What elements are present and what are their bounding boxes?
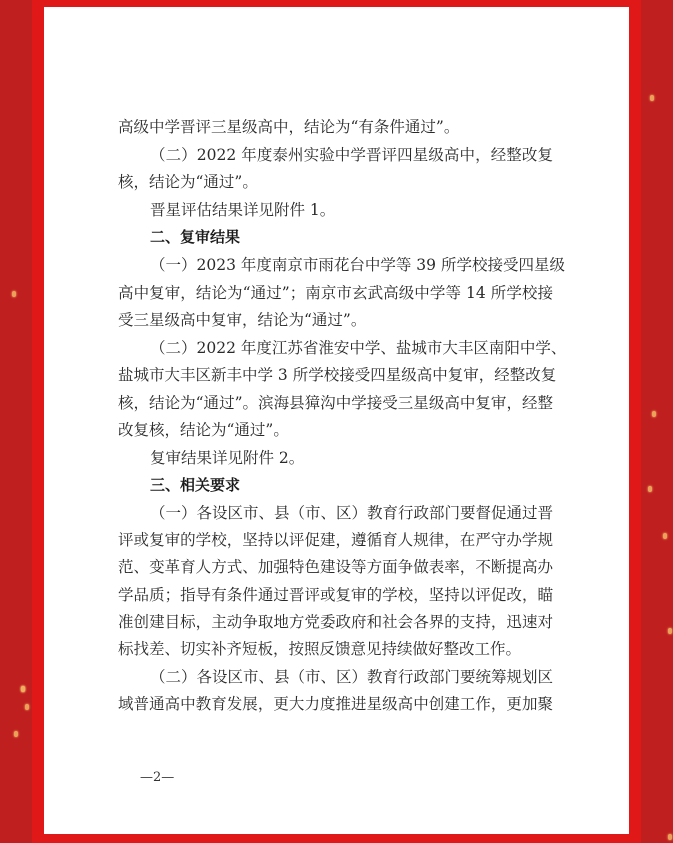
sparkle-decoration-icon (14, 731, 18, 737)
sparkle-decoration-icon (12, 291, 16, 297)
text-line: 复审结果详见附件 2。 (150, 449, 305, 467)
text-line: （一）各设区市、县（市、区）教育行政部门要督促通过晋 (150, 504, 554, 522)
section-heading: 三、相关要求 (150, 476, 241, 494)
text-line: 高中复审，结论为“通过”；南京市玄武高级中学等 14 所学校接 (118, 284, 553, 302)
text-line: 标找差、切实补齐短板，按照反馈意见持续做好整改工作。 (118, 640, 522, 658)
sparkle-decoration-icon (25, 704, 29, 710)
text-line: 域普通高中教育发展，更大力度推进星级高中创建工作，更加聚 (118, 695, 553, 713)
text-line: （一）2023 年度南京市雨花台中学等 39 所学校接受四星级 (150, 256, 565, 274)
text-line: 受三星级高中复审，结论为“通过”。 (118, 311, 367, 329)
text-line: 核，结论为“通过”。滨海县獐沟中学接受三星级高中复审，经整 (118, 394, 553, 412)
text-line: 范、变革育人方式、加强特色建设等方面争做表率，不断提高办 (118, 558, 553, 576)
text-line: （二）2022 年度泰州实验中学晋评四星级高中，经整改复 (150, 146, 553, 164)
text-line: 改复核，结论为“通过”。 (118, 421, 289, 439)
page-number: —2— (140, 770, 175, 785)
text-line: 学品质；指导有条件通过晋评或复审的学校，坚持以评促改，瞄 (118, 586, 553, 604)
text-line: （二）2022 年度江苏省淮安中学、盐城市大丰区南阳中学、 (150, 339, 567, 357)
document-page (44, 7, 629, 834)
sparkle-decoration-icon (663, 533, 667, 539)
text-line: 晋星评估结果详见附件 1。 (150, 201, 336, 219)
sparkle-decoration-icon (652, 411, 656, 417)
sparkle-decoration-icon (650, 95, 654, 101)
text-line: 评或复审的学校，坚持以评促建，遵循育人规律，在严守办学规 (118, 531, 553, 549)
text-line: 核，结论为“通过”。 (118, 173, 258, 191)
text-line: （二）各设区市、县（市、区）教育行政部门要统筹规划区 (150, 668, 554, 686)
sparkle-decoration-icon (668, 628, 672, 634)
sparkle-decoration-icon (668, 834, 672, 840)
text-line: 盐城市大丰区新丰中学 3 所学校接受四星级高中复审，经整改复 (118, 366, 557, 384)
sparkle-decoration-icon (21, 686, 25, 692)
section-heading: 二、复审结果 (150, 228, 241, 246)
sparkle-decoration-icon (648, 486, 652, 492)
text-line: 准创建目标，主动争取地方党委政府和社会各界的支持，迅速对 (118, 613, 553, 631)
text-line: 高级中学晋评三星级高中，结论为“有条件通过”。 (118, 118, 460, 136)
